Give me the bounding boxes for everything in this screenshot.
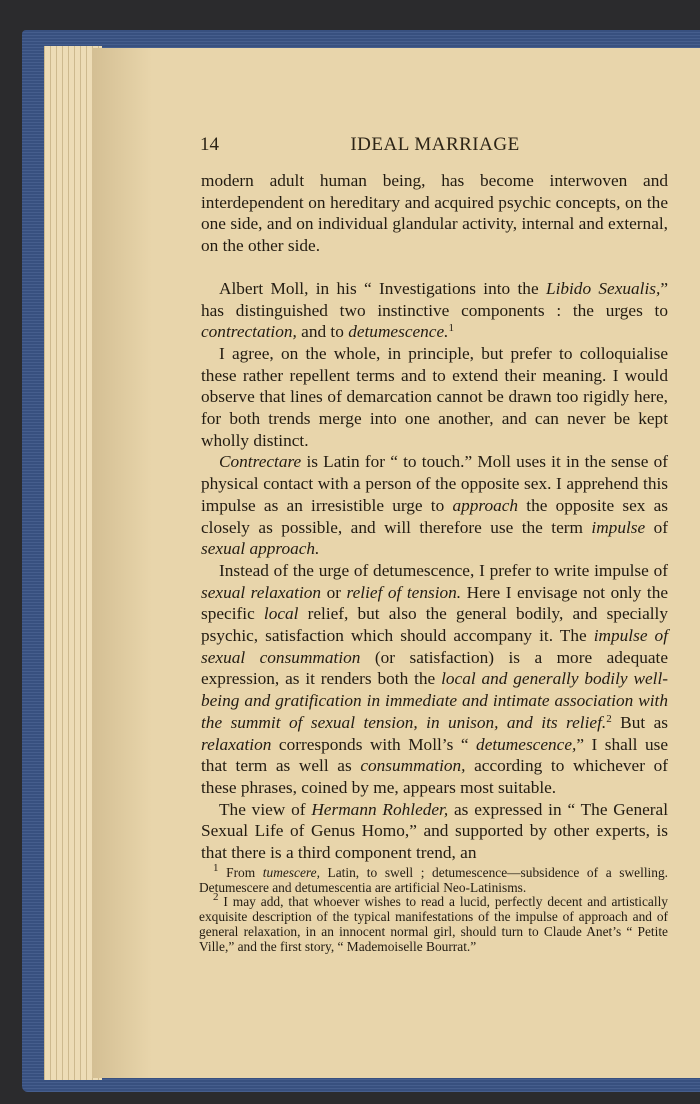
running-title: IDEAL MARRIAGE [350, 134, 520, 155]
running-header [200, 134, 670, 158]
footnote-ref-2: 2 [606, 712, 612, 725]
paragraph-detumescence: Instead of the urge of detumescence, I prefer to write impulse of sexual relaxation or relief of tension. Here I envisage not only the specific local relief, but also the general bodily, and specially psychic, satisfaction which should accompany it. The impulse of sexual consummation (or satisfaction) is a more adequate expression, as it renders both the local and generally bodily well-being and gratification in immediate and intimate association with the summit of sexual tension, in unison, and its relief.$^2$ But as relaxation corresponds with Moll’s “ detumescence,” I shall use that term as well as consummation, according to whichever of these phrases, coined by me, appears most suitable. [201, 560, 669, 797]
paragraph-contrectare: Contrectare is Latin for “ to touch.” Moll uses it in the sense of physical contact with a person of the opposite sex. I apprehend this impulse as an irresistible urge to approach the opposite sex as closely as possible, and will therefore use the term impulse of sexual approach. [201, 452, 669, 559]
page-number: 14 [200, 134, 219, 155]
footnote-2: $^2$ I may add, that whoever wishes to read a lucid, perfectly decent and artistically exquisite description of the typical manifestations of the impulse of approach and of general relaxation, in an innocent normal girl, should turn to Claude Anet’s “ Petite Ville,” and the first story, “ Mademoiselle Bourrat.” [199, 891, 668, 954]
paragraph-moll: Albert Moll, in his “ Investigations into the Libido Sexualis,” has distinguished two instinctive components : the urges to contrectation, and to detumescence.$^1$ [201, 278, 668, 342]
paragraph-continuation: modern adult human being, has become interwoven and interdependent on hereditary and acquired psychic concepts, on the one side, and on individual glandular activity, internal and external, on the other side. [201, 171, 668, 256]
paragraph-rohleder: The view of Hermann Rohleder, as expressed in “ The General Sexual Life of Genus Homo,” and supported by other experts, is that there is a third component trend, an [201, 799, 668, 863]
paragraph-agree: I agree, on the whole, in principle, but prefer to colloquialise these rather repellent terms and to extend their meaning. I would observe that lines of demarcation cannot be drawn too rigidly here, for both trends merge into one another, and can never be kept wholly distinct. [201, 343, 668, 450]
footnotes [199, 862, 668, 954]
body-text [201, 170, 668, 864]
footnote-ref-1: 1 [448, 322, 454, 335]
footnote-1: $^1$ From tumescere, Latin, to swell ; detumescence—subsidence of a swelling. Detumescere and detumescentia are artificial Neo-Latinisms. [199, 862, 668, 895]
